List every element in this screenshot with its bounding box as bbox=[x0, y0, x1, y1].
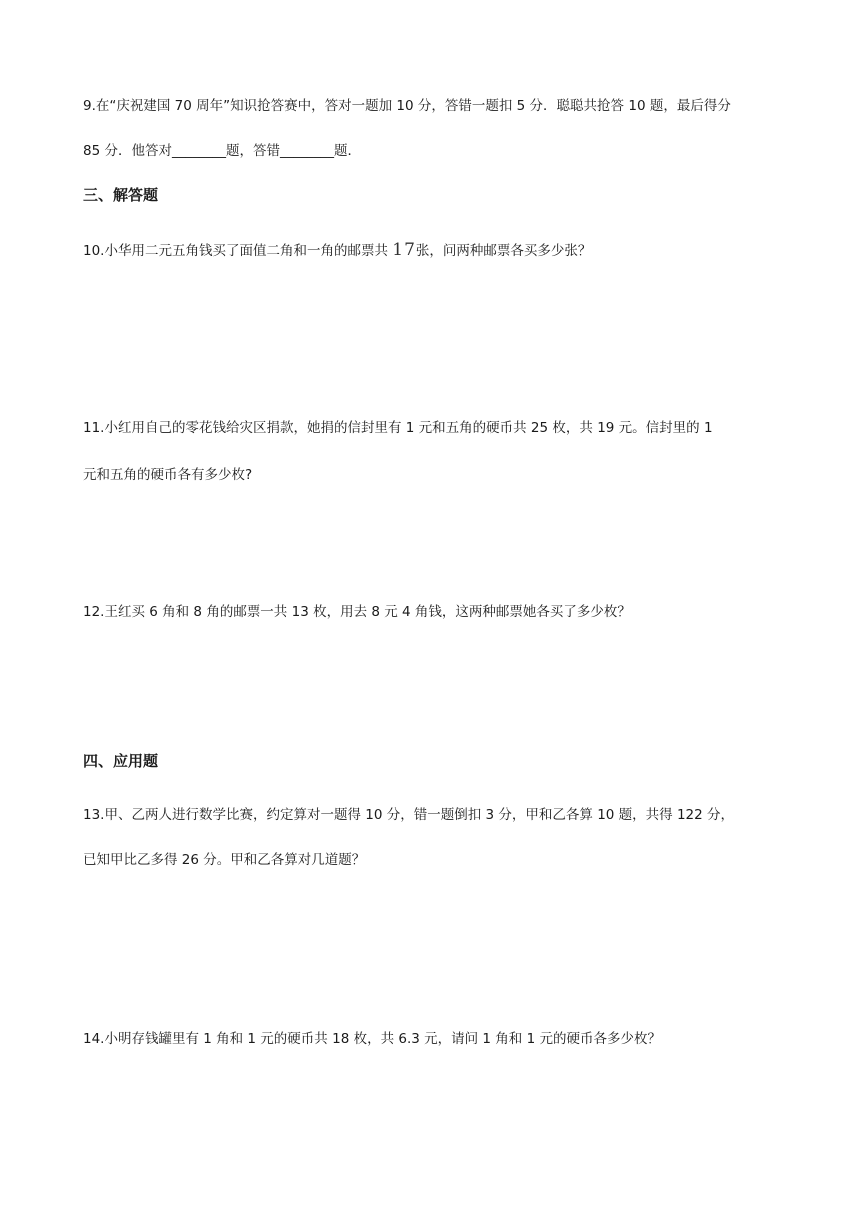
question-11-line-1: 11.小红用自己的零花钱给灾区捐款，她捐的信封里有 1 元和五角的硬币共 25 枚，共 19 元。信封里的 1 bbox=[83, 420, 713, 436]
question-12-line-1: 12.王红买 6 角和 8 角的邮票一共 13 枚，用去 8 元 4 角钱，这两种邮票她各买了多少枚？ bbox=[83, 604, 631, 620]
question-13-line-1: 13.甲、乙两人进行数学比赛，约定算对一题得 10 分，错一题倒扣 3 分，甲和乙各算 10 题，共得 122 分， bbox=[83, 807, 735, 823]
question-10-text-after: 张，问两种邮票各买多少张？ bbox=[415, 243, 592, 259]
section-3-heading: 三、解答题 bbox=[83, 186, 159, 204]
question-14-line-1: 14.小明存钱罐里有 1 角和 1 元的硬币共 18 枚，共 6.3 元，请问 1 角和 1 元的硬币各多少枚？ bbox=[83, 1031, 661, 1047]
question-11-line-2: 元和五角的硬币各有多少枚? bbox=[83, 467, 253, 483]
question-10 bbox=[83, 240, 591, 261]
question-9-line-2: 85 分．他答对________题，答错________题． bbox=[83, 143, 361, 159]
question-10-text-before: 10.小华用二元五角钱买了面值二角和一角的邮票共 bbox=[83, 243, 393, 259]
question-13-line-2: 已知甲比乙多得 26 分。甲和乙各算对几道题？ bbox=[83, 852, 366, 868]
question-9-line-1: 9.在“庆祝建国 70 周年”知识抢答赛中，答对一题加 10 分，答错一题扣 5 分．聪聪共抢答 10 题，最后得分 bbox=[83, 98, 731, 114]
question-10-number: 17 bbox=[392, 240, 416, 260]
section-4-heading: 四、应用题 bbox=[83, 752, 159, 770]
